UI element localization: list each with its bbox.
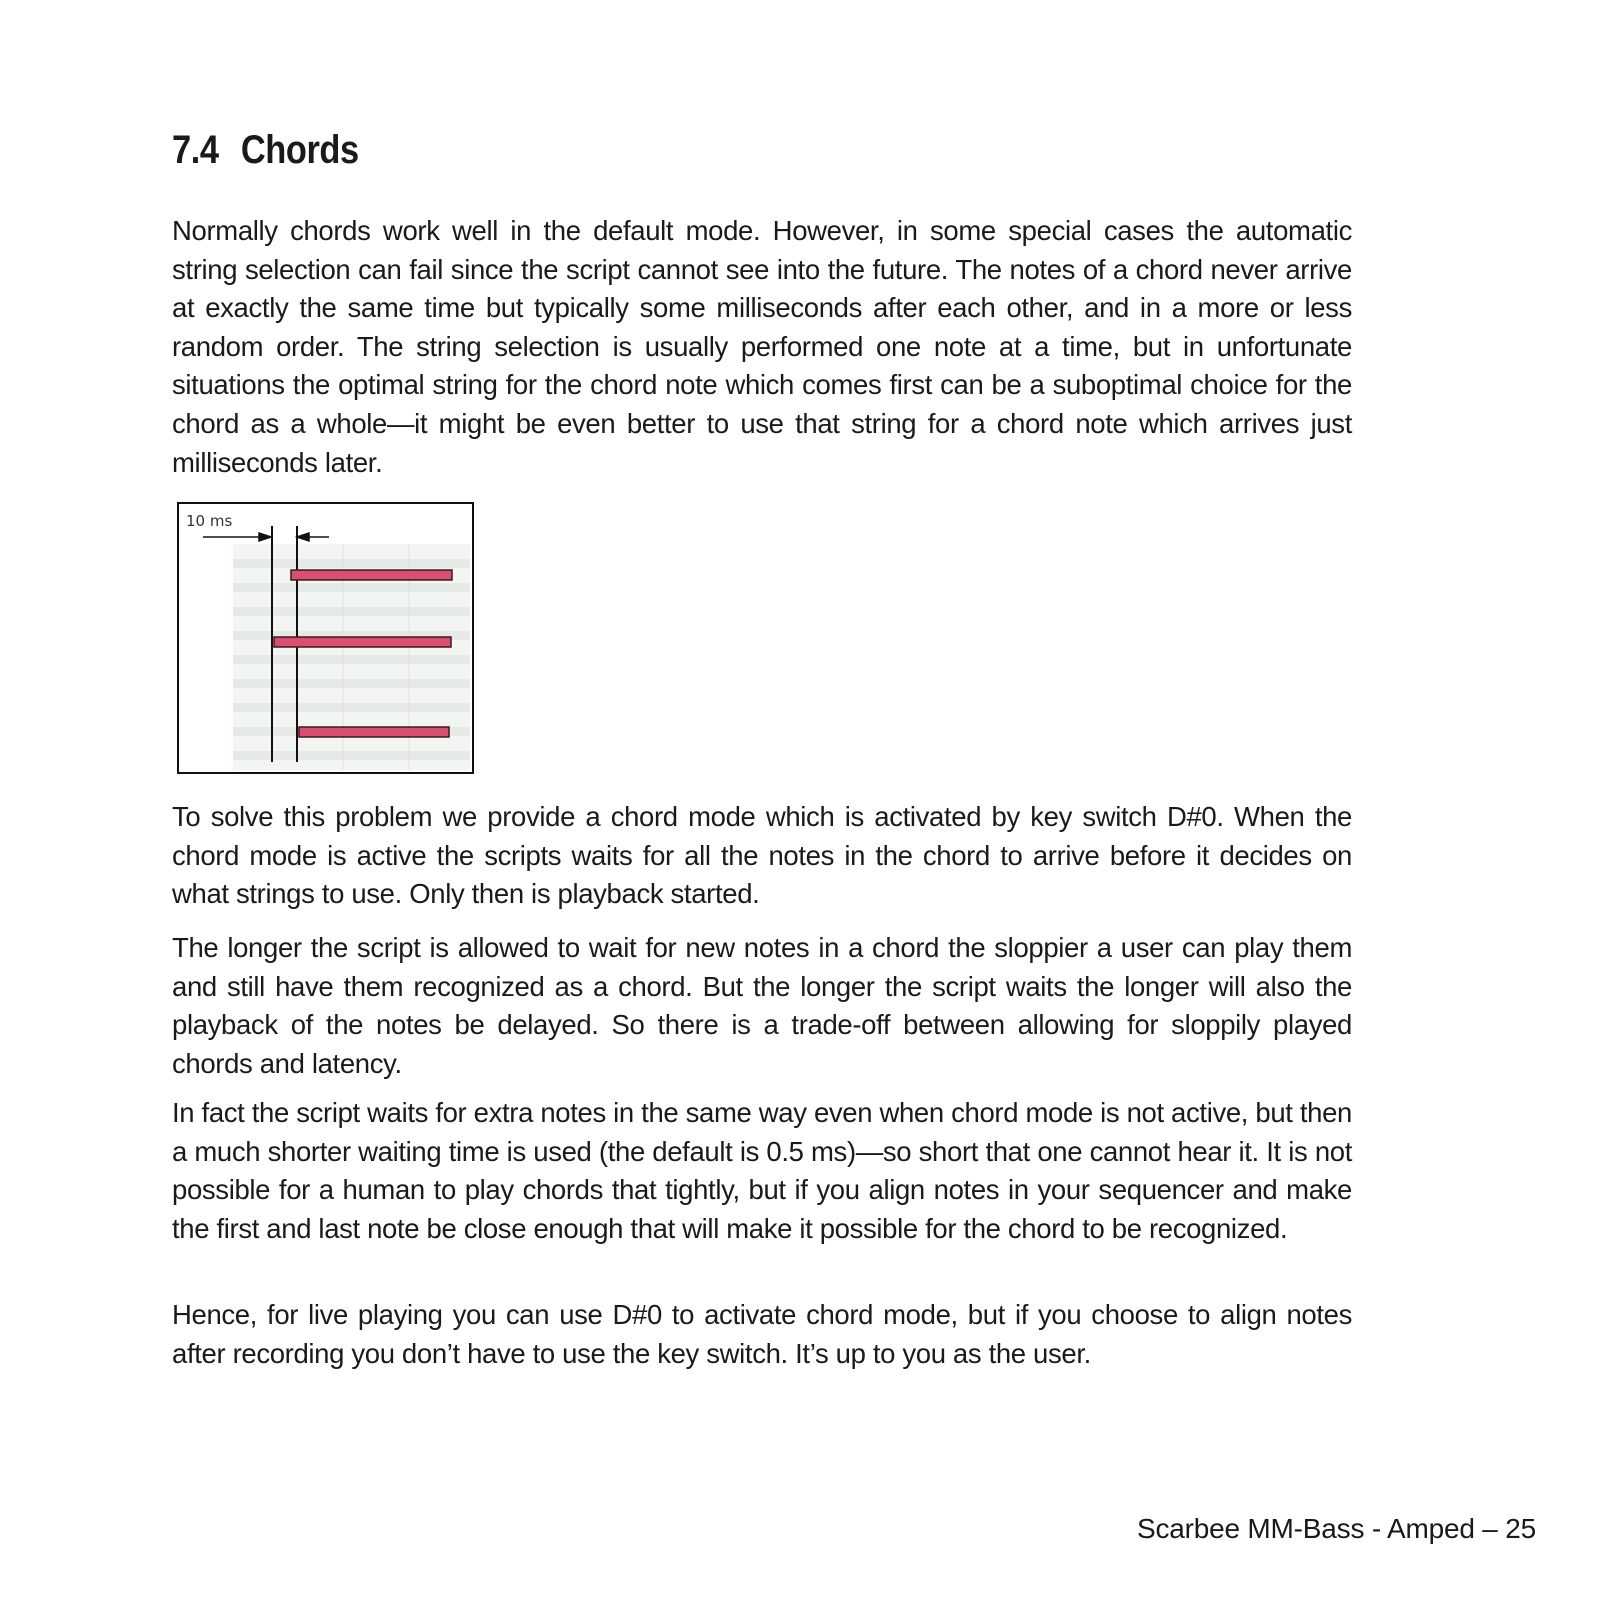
paragraph-chord-mode: To solve this problem we provide a chord mode which is activated by key switch D#0. When the chord mode is active the scripts waits for all the notes in the chord to arrive before it decides on what strings to use. Only then is playback started. [172,801,1352,910]
piano-roll-illustration [179,504,472,772]
section-number: 7.4 [172,128,219,172]
page-footer: Scarbee MM-Bass - Amped – 25 [1136,1513,1536,1544]
section-heading [172,128,359,173]
paragraph-live-playing: Hence, for live playing you can use D#0 to activate chord mode, but if you choose to align notes after recording you don’t have to use the key switch. It’s up to you as the user. [172,1299,1352,1369]
dimension-arrows [203,533,329,541]
measurement-label: 10 ms [186,512,233,530]
section-title: Chords [240,128,359,172]
chord-note [299,727,449,737]
paragraph-trade-off: The longer the script is allowed to wait for new notes in a chord the sloppier a user can play them and still have them recognized as a chord. But the longer the script waits the longer will also the playback of the notes be delayed. So there is a trade-off between allowing for sloppily played chords and latency. [172,932,1352,1079]
paragraph-waiting-time: In fact the script waits for extra notes in the same way even when chord mode is not active, but then a much shorter waiting time is used (the default is 0.5 ms)—so short that one cannot hear it. It is not possible for a human to play chords that tightly, but if you align notes in your sequencer and make the first and last note be close enough that will make it possible for the chord to be recognized. [172,1097,1352,1244]
chord-note [291,570,452,580]
paragraph-intro: Normally chords work well in the default mode. However, in some special cases the automatic string selection can fail since the script cannot see into the future. The notes of a chord never arrive at exactly the same time but typically some milliseconds after each other, and in a more or less random order. The string selection is usually performed one note at a time, but in unfortunate situations the optimal string for the chord note which comes first can be a suboptimal choice for the chord as a whole—it might be even better to use that string for a chord note which arrives just milliseconds later. [172,215,1352,478]
piano-roll-figure [177,502,474,774]
chord-note [274,637,451,647]
